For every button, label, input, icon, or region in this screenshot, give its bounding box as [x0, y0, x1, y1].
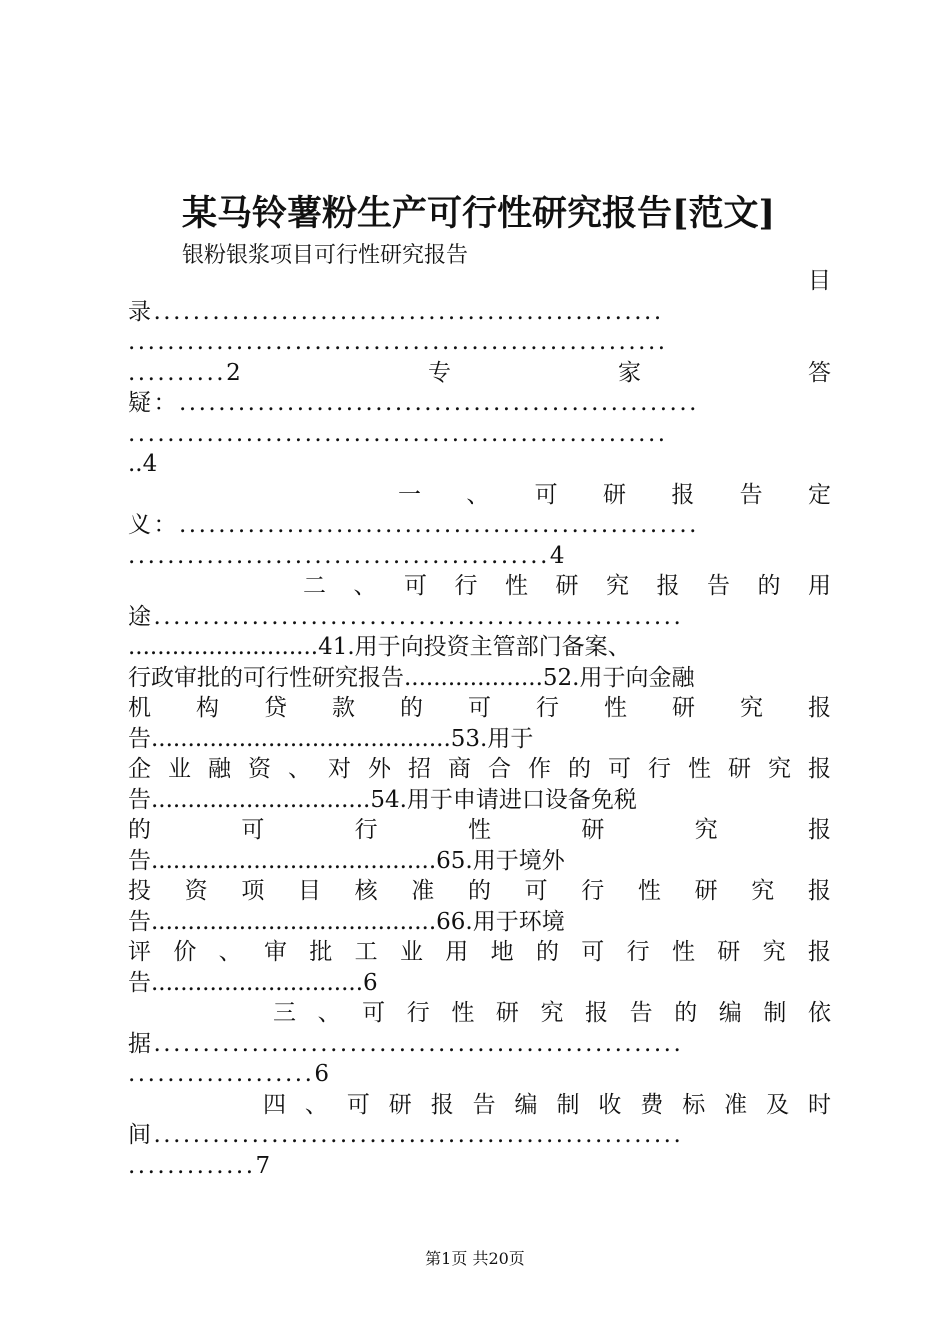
spread-char: 报: [807, 878, 831, 904]
spread-char: 家: [618, 359, 641, 386]
spread-char: 用: [445, 939, 469, 965]
spread-char: 行: [454, 573, 478, 599]
spread-char: 研: [555, 573, 579, 599]
toc-line: 疑：.....................................................: [128, 390, 699, 416]
spread-char: 费: [640, 1091, 664, 1118]
spread-char: 研: [717, 939, 741, 965]
spread-char: 性: [467, 817, 491, 843]
toc-line: 告.......................................65.用于境外: [128, 847, 565, 874]
spread-char: 报: [808, 756, 831, 782]
spread-char: 究: [768, 756, 791, 782]
spread-char: 可: [581, 939, 605, 965]
spread-yiju: [128, 998, 831, 1029]
spread-char: 资: [248, 756, 271, 782]
spread-char: 告: [739, 481, 763, 508]
toc-line: .............7: [128, 1152, 273, 1179]
spread-char: 时: [807, 1091, 831, 1118]
toc-line: ..........................41.用于向投资主管部门备案、: [128, 634, 631, 660]
spread-char: 的: [400, 695, 423, 721]
spread-char: 四: [263, 1091, 286, 1118]
spread-char: 可: [524, 878, 548, 904]
toc-line: 录....................................................: [128, 298, 664, 325]
spread-char: 、: [317, 1000, 341, 1026]
spread-char: 招: [408, 756, 431, 782]
spread-char: 报: [807, 817, 831, 843]
spread-char: 可: [608, 756, 631, 782]
spread-de: [128, 815, 831, 846]
spread-char: 的: [568, 756, 591, 782]
spread-char: 行: [581, 878, 605, 904]
page-footer: 第1页 共20页: [425, 1249, 525, 1268]
document-subtitle: 银粉银浆项目可行性研究报告: [182, 243, 469, 268]
spread-touzi: [128, 876, 831, 907]
spread-char: 的: [467, 878, 491, 904]
toc-line: 告.........................................53.用于: [128, 725, 534, 752]
toc-line: 间......................................................: [128, 1122, 684, 1148]
spread-char: 究: [540, 1000, 564, 1026]
spread-char: 告: [472, 1091, 496, 1118]
spread-char: 项: [241, 878, 265, 904]
spread-char: 的: [757, 573, 781, 599]
spread-char: 三: [273, 1000, 296, 1026]
spread-char: 准: [724, 1091, 748, 1118]
spread-char: 目: [297, 878, 321, 904]
spread-char: 性: [604, 695, 627, 721]
spread-char: 、: [353, 573, 377, 599]
spread-jigou: [128, 693, 831, 724]
spread-char: 批: [309, 939, 333, 965]
spread-shijian: [128, 1090, 831, 1121]
toc-line: .......................................................: [128, 420, 668, 447]
spread-char: 报: [430, 1091, 454, 1118]
spread-char: 、: [466, 481, 490, 508]
spread-char: 地: [490, 939, 514, 965]
spread-char: 可: [362, 1000, 386, 1026]
spread-char: 性: [671, 939, 695, 965]
spread-char: 的: [535, 939, 559, 965]
spread-char: 答: [808, 359, 831, 386]
spread-char: 投: [128, 878, 151, 904]
spread-pingjia: [128, 937, 831, 968]
spread-char: 性: [688, 756, 711, 782]
spread-char: 专: [428, 359, 451, 386]
toc-line: .......................................................: [128, 329, 668, 355]
spread-char: 性: [451, 1000, 475, 1026]
spread-char: 构: [196, 695, 219, 721]
spread-char: 制: [763, 1000, 787, 1026]
spread-char: 行: [536, 695, 559, 721]
spread-char: 定: [807, 481, 831, 508]
spread-char: 合: [488, 756, 511, 782]
spread-char: 资: [184, 878, 208, 904]
spread-char: 核: [354, 878, 378, 904]
spread-char: 融: [208, 756, 231, 782]
spread-char: 对: [328, 756, 351, 782]
spread-char: 编: [718, 1000, 742, 1026]
spread-char: 作: [528, 756, 551, 782]
toc-line: 告.............................6: [128, 969, 378, 996]
spread-char: 收: [598, 1091, 622, 1118]
spread-char: 可: [346, 1091, 370, 1118]
spread-char: 、: [288, 756, 311, 782]
spread-char: 研: [388, 1091, 412, 1118]
spread-char: 业: [168, 756, 191, 782]
spread-char: 的: [128, 817, 151, 843]
spread-char: 研: [728, 756, 751, 782]
spread-char: 性: [505, 573, 528, 599]
spread-yongtu: [128, 571, 831, 602]
toc-body: [128, 266, 831, 1181]
spread-char: 的: [674, 1000, 698, 1026]
toc-line: ..4: [128, 451, 158, 477]
spread-char: 告: [707, 573, 730, 599]
toc-heading: 目: [808, 268, 831, 294]
spread-char: 报: [808, 695, 831, 721]
spread-char: 报: [656, 573, 680, 599]
spread-zhuanjia: [428, 358, 831, 389]
spread-char: 研: [694, 878, 718, 904]
spread-char: 研: [602, 481, 626, 508]
spread-char: 企: [128, 756, 151, 782]
spread-char: 行: [354, 817, 378, 843]
toc-line: 告..............................54.用于申请进口设备免税: [128, 786, 637, 813]
spread-char: 究: [740, 695, 763, 721]
spread-char: 究: [606, 573, 629, 599]
spread-char: 款: [332, 695, 355, 721]
toc-line: 据......................................................: [128, 1030, 684, 1057]
spread-char: 机: [128, 695, 151, 721]
spread-char: 价: [173, 939, 197, 965]
spread-char: 审: [263, 939, 287, 965]
spread-char: 一: [398, 481, 421, 508]
spread-char: 究: [694, 817, 718, 843]
spread-char: 可: [534, 481, 558, 508]
spread-char: 究: [762, 939, 786, 965]
spread-char: 可: [241, 817, 265, 843]
spread-char: 编: [514, 1091, 538, 1118]
toc-line: ..........2 专 家 答: [128, 358, 831, 389]
spread-char: 制: [556, 1091, 580, 1118]
spread-char: 究: [751, 878, 775, 904]
toc-line: 行政审批的可行性研究报告...................52.用于向金融: [128, 664, 695, 691]
spread-char: 行: [648, 756, 671, 782]
spread-char: 报: [807, 939, 831, 965]
spread-char: 标: [682, 1091, 706, 1118]
spread-char: 工: [354, 939, 378, 965]
spread-char: 外: [368, 756, 391, 782]
spread-char: 研: [495, 1000, 519, 1026]
spread-char: 用: [808, 573, 831, 599]
toc-line: ...........................................4: [128, 542, 568, 569]
spread-char: 、: [304, 1091, 328, 1118]
spread-kyedingyi: [128, 480, 831, 511]
spread-char: 报: [585, 1000, 609, 1026]
spread-char: 可: [468, 695, 491, 721]
toc-line: ...................6: [128, 1061, 332, 1087]
spread-char: 、: [218, 939, 242, 965]
spread-qiye: [128, 754, 831, 785]
document-title: 某马铃薯粉生产可行性研究报告[范文]: [182, 193, 776, 234]
spread-char: 贷: [264, 695, 287, 721]
spread-char: 研: [581, 817, 605, 843]
toc-line: 告.......................................66.用于环境: [128, 908, 565, 935]
toc-line: 途......................................................: [128, 603, 684, 630]
spread-char: 研: [672, 695, 695, 721]
spread-char: 告: [629, 1000, 653, 1026]
spread-char: 依: [807, 1000, 831, 1026]
spread-char: 行: [406, 1000, 430, 1026]
spread-char: 可: [404, 573, 427, 599]
spread-char: 行: [626, 939, 650, 965]
toc-line: 义：.....................................................: [128, 512, 699, 538]
spread-char: 商: [448, 756, 471, 782]
spread-char: 性: [637, 878, 661, 904]
spread-char: 及: [766, 1091, 790, 1118]
spread-char: 业: [399, 939, 423, 965]
spread-char: 评: [128, 939, 151, 965]
spread-char: 报: [671, 481, 695, 508]
spread-char: 准: [411, 878, 435, 904]
spread-char: 二: [303, 573, 326, 599]
